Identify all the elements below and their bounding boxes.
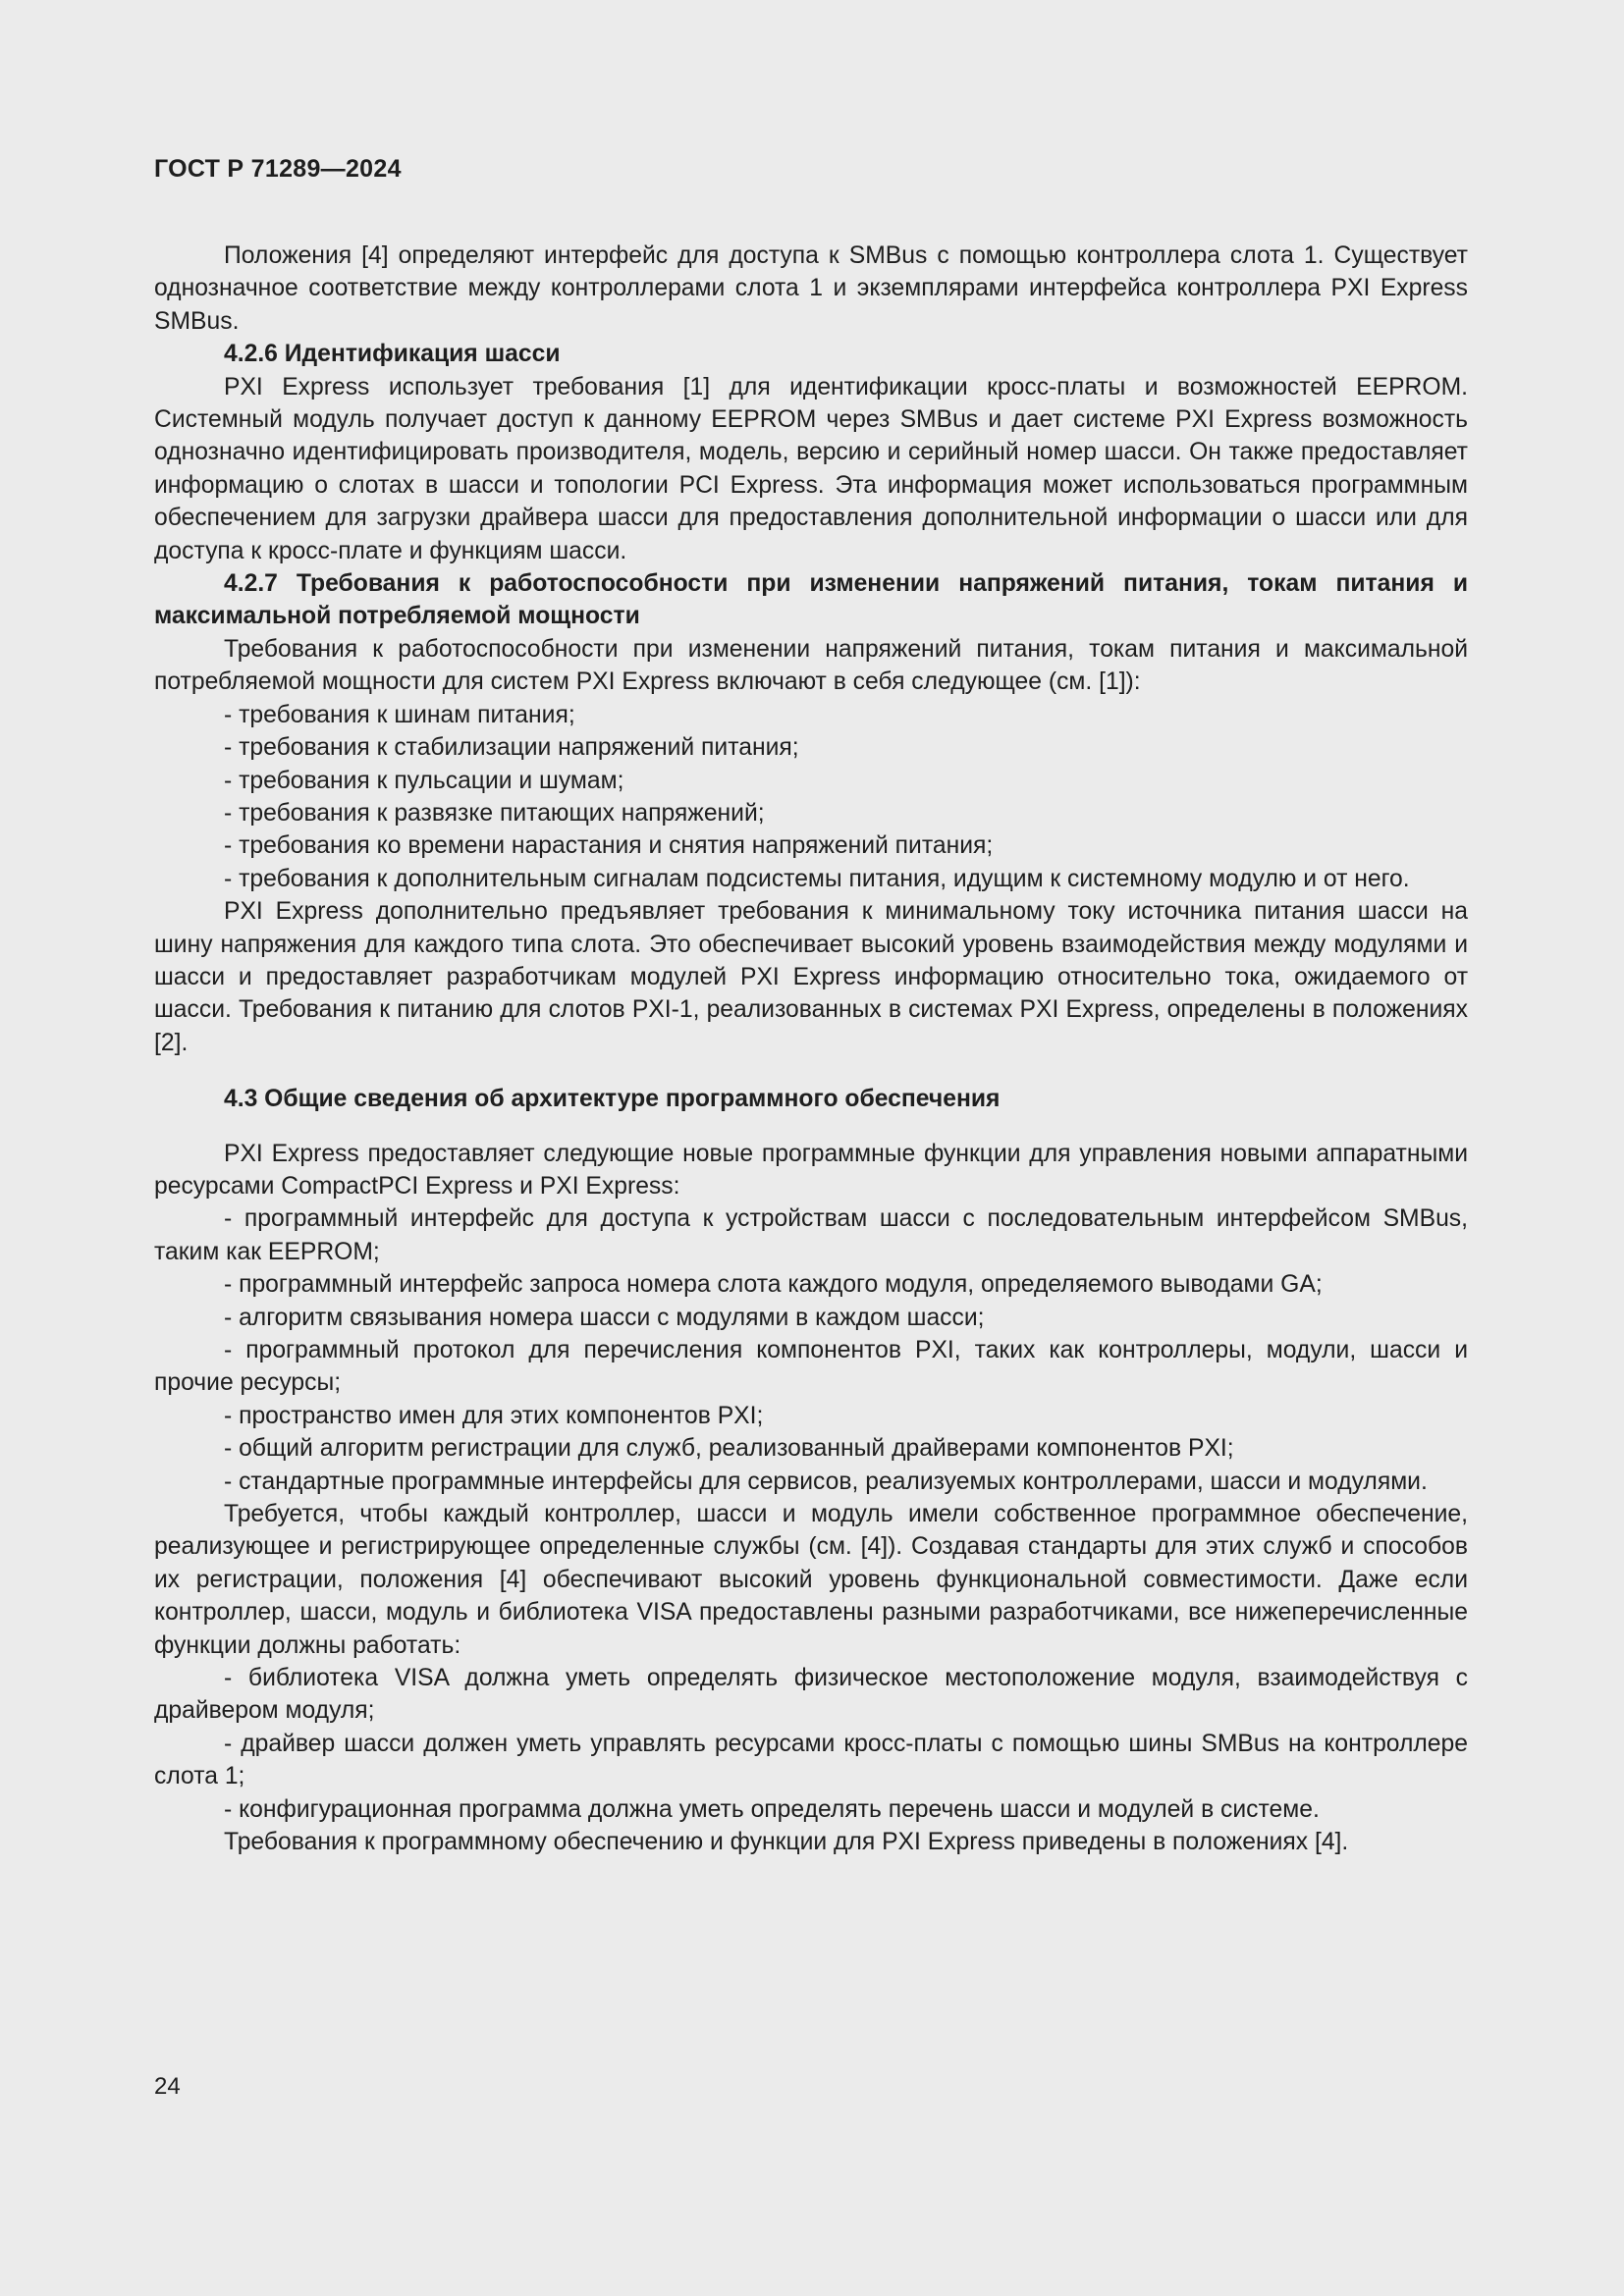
list-item: - алгоритм связывания номера шасси с модулями в каждом шасси; (224, 1304, 985, 1331)
document-body (154, 240, 1468, 1859)
paragraph: Требуется, чтобы каждый контроллер, шасси и модуль имели собственное программное обеспечение, реализующее и регистрирующее определенные службы (см. [4]). Создавая стандарты для этих служб и способов их регистрации, положения [4] обеспечивают высокий уровень функциональной совместимости. Даже если контроллер, шасси, модуль и библиотека VISA предоставлены разными разработчиками, все нижеперечисленные функции должны работать: (154, 1501, 1468, 1659)
paragraph: Требования к работоспособности при изменении напряжений питания, токам питания и максимальной потребляемой мощности для систем PXI Express включают в себя следующее (см. [1]): (154, 635, 1468, 696)
list-item: - программный интерфейс для доступа к устройствам шасси с последовательным интерфейсом SMBus, таким как EEPROM; (154, 1205, 1468, 1265)
paragraph: PXI Express использует требования [1] для идентификации кросс-платы и возможностей EEPROM. Системный модуль получает доступ к данному EEPROM через SMBus и дает системе PXI Express возможность однозначно идентифицировать производителя, модель, версию и серийный номер шасси. Он также предоставляет информацию о слотах в шасси и топологии PCI Express. Эта информация может использоваться программным обеспечением для загрузки драйвера шасси для предоставления дополнительной информации о шасси или для доступа к кросс-плате и функциям шасси. (154, 373, 1468, 564)
paragraph: PXI Express предоставляет следующие новые программные функции для управления новыми аппаратными ресурсами CompactPCI Express и PXI Express: (154, 1140, 1468, 1200)
section-heading: 4.3 Общие сведения об архитектуре программного обеспечения (224, 1086, 1001, 1113)
list-item: - требования к шинам питания; (224, 701, 575, 728)
list-item: - конфигурационная программа должна уметь определять перечень шасси и модулей в системе. (224, 1795, 1320, 1823)
list-item: - требования к дополнительным сигналам подсистемы питания, идущим к системному модулю и от него. (224, 865, 1410, 892)
list-item: - программный интерфейс запроса номера слота каждого модуля, определяемого выводами GA; (224, 1271, 1323, 1299)
paragraph: Положения [4] определяют интерфейс для доступа к SMBus с помощью контроллера слота 1. Существует однозначное соответствие между контроллерами слота 1 и экземплярами интерфейса контроллера PXI Express SMBus. (154, 242, 1468, 335)
document-page (154, 149, 1468, 1859)
list-item: - требования к развязке питающих напряжений; (224, 799, 765, 827)
section-heading: 4.2.6 Идентификация шасси (224, 341, 561, 368)
list-item: - требования к пульсации и шумам; (224, 767, 624, 794)
list-item: - пространство имен для этих компонентов PXI; (224, 1402, 764, 1429)
list-item: - программный протокол для перечисления компонентов PXI, таких как контроллеры, модули, шасси и прочие ресурсы; (154, 1337, 1468, 1397)
list-item: - драйвер шасси должен уметь управлять ресурсами кросс-платы с помощью шины SMBus на контроллере слота 1; (154, 1730, 1468, 1790)
paragraph: PXI Express дополнительно предъявляет требования к минимальному току источника питания шасси на шину напряжения для каждого типа слота. Это обеспечивает высокий уровень взаимодействия между модулями и шасси и предоставляет разработчикам модулей PXI Express информацию относительно тока, ожидаемого от шасси. Требования к питанию для слотов PXI-1, реализованных в системах PXI Express, определены в положениях [2]. (154, 898, 1468, 1056)
list-item: - требования ко времени нарастания и снятия напряжений питания; (224, 832, 994, 860)
list-item: - библиотека VISA должна уметь определять физическое местоположение модуля, взаимодействуя с драйвером модуля; (154, 1665, 1468, 1725)
list-item: - общий алгоритм регистрации для служб, реализованный драйверами компонентов PXI; (224, 1435, 1234, 1463)
list-item: - требования к стабилизации напряжений питания; (224, 734, 799, 762)
page-number: 24 (154, 2073, 181, 2100)
paragraph: Требования к программному обеспечению и функции для PXI Express приведены в положениях [4]. (224, 1829, 1349, 1856)
list-item: - стандартные программные интерфейсы для сервисов, реализуемых контроллерами, шасси и модулями. (224, 1468, 1428, 1495)
document-header: ГОСТ Р 71289—2024 (154, 155, 402, 183)
section-heading: 4.2.7 Требования к работоспособности при изменении напряжений питания, токам питания и максимальной потребляемой мощности (154, 570, 1468, 630)
